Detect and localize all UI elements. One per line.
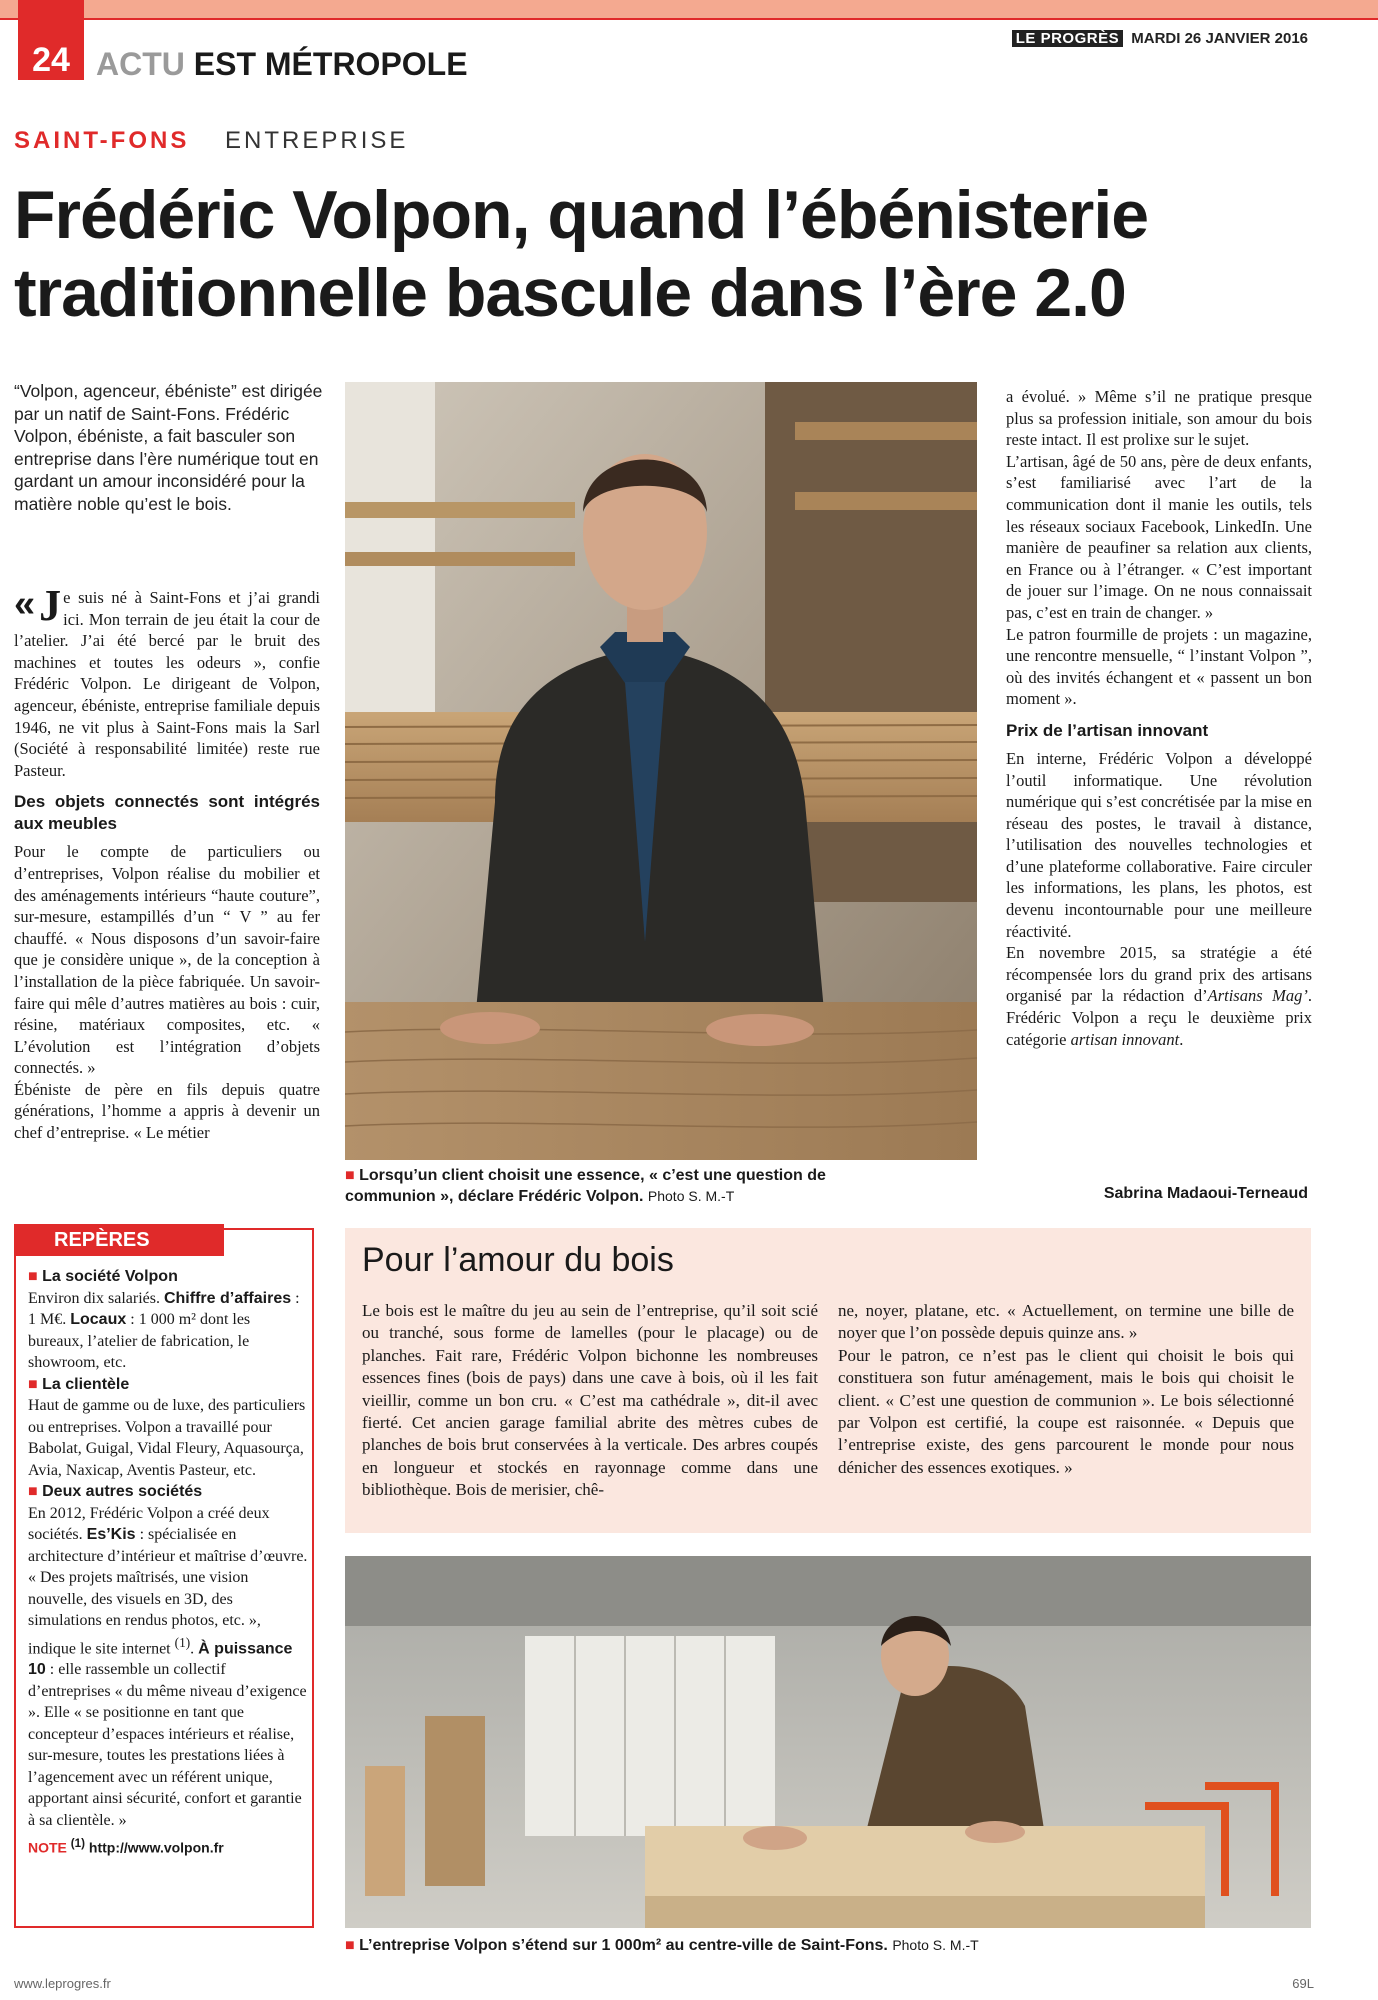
reperes-heading-text: La société Volpon: [42, 1268, 178, 1285]
caption-text: Lorsqu’un client choisit une essence, « c’est une question de communion », déclare Frédéric Volpon.: [345, 1167, 826, 1205]
section-heading-a: ACTU: [96, 46, 185, 82]
text: .: [190, 1639, 199, 1657]
reperes-heading-text: La clientèle: [42, 1375, 130, 1393]
square-bullet-icon: ■: [28, 1268, 43, 1285]
section-heading: [96, 44, 468, 84]
byline: Sabrina Madaoui-Terneaud: [1103, 1185, 1308, 1202]
reperes-heading: [28, 1266, 308, 1288]
square-bullet-icon: ■: [28, 1375, 43, 1393]
sidebar-title: Pour l’amour du bois: [362, 1241, 674, 1279]
top-band: [0, 0, 1378, 18]
footnote-ref: (1): [174, 1634, 191, 1650]
photo-workshop: [345, 1556, 1311, 1928]
reperes-content: [28, 1266, 308, 1859]
photo-caption-2: [345, 1935, 1245, 1956]
kicker-location: SAINT-FONS: [14, 127, 190, 154]
paragraph: L’artisan, âgé de 50 ans, père de deux enfants, s’est familiarisé avec l’art de la communication dont il manie les outils, tels les réseaux sociaux Facebook, LinkedIn. Une manière de peaufiner sa relation aux clients, en France ou à l’étranger. « C’est important de jouer sur l’image. On ne nous connaissait pas, c’est en train de changer. »: [1006, 451, 1312, 622]
prize-category: artisan innovant: [1070, 1029, 1180, 1049]
caption-text: L’entreprise Volpon s’étend sur 1 000m² au centre-ville de Saint-Fons.: [359, 1937, 888, 1954]
square-bullet-icon: ■: [28, 1483, 43, 1500]
paragraph-text: .: [1179, 1029, 1184, 1049]
text: : 1 000 m² dont les bureaux, l’atelier de fabrication, le showroom, etc.: [28, 1311, 251, 1371]
text: : 1 M€.: [28, 1289, 300, 1328]
note-url[interactable]: http://www.volpon.fr: [88, 1839, 224, 1856]
text: : elle rassemble un collectif d’entreprises « du même niveau d’exigence ». Elle « se positionne en tant que concepteur d’espaces intérieurs et réalise, sur-mesure, toutes les prestations liées à l’agencement avec un référent unique, apportant ainsi sécurité, confort et garantie à sa clientèle. »: [28, 1661, 307, 1829]
reperes-text: [28, 1288, 308, 1374]
photo-workshop-image: [345, 1556, 1311, 1928]
photo-caption-1: [345, 1165, 865, 1207]
subheading: Prix de l’artisan innovant: [1006, 720, 1209, 740]
page-footer: [14, 1976, 1314, 1991]
paragraph-text: . Frédéric Volpon a reçu le deuxième prix catégorie: [1006, 986, 1312, 1049]
note-label: NOTE: [28, 1839, 67, 1856]
paragraph: Ébéniste de père en fils depuis quatre générations, l’homme a appris à devenir un chef d’entreprise. « Le métier: [14, 1079, 320, 1143]
photo-portrait: [345, 382, 977, 1160]
sidebar-column-2: [838, 1300, 1294, 1479]
footer-code: 69L: [1292, 1976, 1314, 1991]
newspaper-logo: LE PROGRÈS: [1012, 30, 1123, 47]
article-column-3: [1006, 386, 1312, 1050]
lead-paragraph: “Volpon, agenceur, ébéniste” est dirigée par un natif de Saint-Fons. Frédéric Volpon, ébéniste, a fait basculer son entreprise dans l’ère numérique tout en gardant un amour inconsidéré pour la matière noble qu’est le bois.: [14, 381, 323, 514]
paragraph: Le bois est le maître du jeu au sein de l’entreprise, qu’il soit scié ou tranché, sous forme de lamelles (pour le placage) ou de planches. Fait rare, Frédéric Volpon bichonne les nombreuses essences fines (bois de pays) dans une cave à bois, où il les fait vieillir, comme un bon cru. « C’est ma cathédrale », dit-il avec fierté. Cet ancien garage familial abrite des mètres cubes de planches de bois brut conservées à la verticale. Des arbres coupés en longueur et stockés en rayonnage comme dans une bibliothèque. Bois de merisier, chê-: [362, 1301, 818, 1500]
issue-date: MARDI 26 JANVIER 2016: [1131, 30, 1308, 47]
headline: Frédéric Volpon, quand l’ébénisterie traditionnelle bascule dans l’ère 2.0: [14, 177, 1149, 331]
text-bold: Chiffre d’affaires: [163, 1289, 292, 1307]
article-column-1: [14, 581, 320, 1144]
footer-site[interactable]: www.leprogres.fr: [14, 1976, 111, 1991]
paragraph: [1006, 942, 1312, 1050]
masthead: [1012, 30, 1308, 47]
text: En 2012, Frédéric Volpon a créé deux sociétés.: [28, 1504, 270, 1543]
paragraph-text: En novembre 2015, sa stratégie a été récompensée lors du grand prix des artisans organisé par la rédaction d’: [1006, 943, 1312, 1006]
kicker-rubric: ENTREPRISE: [225, 127, 409, 154]
sidebar-column-1: [362, 1300, 818, 1502]
caption-bullet-icon: ■: [345, 1167, 355, 1184]
reperes-text: [28, 1503, 308, 1832]
opening-quote: «: [14, 583, 36, 625]
photo-portrait-image: [345, 382, 977, 1160]
paragraph-text: e suis né à Saint-Fons et j’ai grandi ici. Mon terrain de jeu était la cour de l’atelier. J’ai été bercé par le bruit des machines et toutes les odeurs », confie Frédéric Volpon. Le dirigeant de Volpon, agenceur, ébéniste, entreprise familiale depuis 1946, ne vit plus à Saint-Fons mais la Sarl (Société à responsabilité limitée) reste rue Pasteur.: [14, 588, 320, 780]
reperes-heading-text: Deux autres sociétés: [42, 1483, 203, 1500]
text-bold: Locaux: [70, 1311, 127, 1328]
paragraph: a évolué. » Même s’il ne pratique presque plus sa profession initiale, son amour du bois reste intact. Il est prolixe sur le sujet.: [1006, 387, 1312, 450]
paragraph: En interne, Frédéric Volpon a développé l’outil informatique. Une révolution numérique qui s’est concrétisée par la mise en réseau des postes, le travail à distance, l’utilisation des nouvelles technologies et d’une plateforme collaborative. Faire circuler les informations, les plans, les photos, est devenu incontournable pour une meilleure réactivité.: [1006, 748, 1312, 941]
paragraph: Pour le compte de particuliers ou d’entreprises, Volpon réalise du mobilier et des aménagements intérieurs “haute couture”, sur-mesure, estampillés d’un “ V ” au fer chauffé. « Nous disposons d’un savoir-faire que je considère unique », de la conception à l’installation de la pièce fabriquée. Un savoir-faire qui mêle d’autres matières au bois : cuir, résine, matériaux composites, etc. « L’évolution est l’intégration d’objets connectés. »: [14, 842, 320, 1078]
page-number: 24: [18, 0, 84, 80]
text-bold: À puissance 10: [28, 1639, 293, 1679]
reperes-heading: [28, 1481, 308, 1503]
text-bold: Es’Kis: [86, 1526, 136, 1543]
photo-credit: Photo S. M.-T: [892, 1937, 979, 1953]
text: : spécialisée en architecture d’intérieur et maîtrise d’œuvre. « Des projets maîtrisés, une vision nouvelle, des visuels en 3D, des simulations en rendus photos, etc. », indique le site internet: [28, 1526, 308, 1657]
paragraph: Pour le patron, ce n’est pas le client qui choisit le bois qui constituera son futur aménagement, mais le bois qui choisit le client. « C’est une question de communion ». Le bois sélectionné par Volpon est certifié, la coupe est raisonnée. « Depuis que l’entreprise existe, des gens parcourent le monde pour nous dénicher des essences exotiques. »: [838, 1345, 1294, 1477]
reperes-text: Haut de gamme ou de luxe, des particuliers ou entreprises. Volpon a travaillé pour Babolat, Guigal, Vidal Fleury, Aquasourça, Avia, Naxicap, Aventis Pasteur, etc.: [28, 1397, 306, 1479]
top-rule: [0, 18, 1378, 20]
subheading: Des objets connectés sont intégrés aux meubles: [14, 792, 320, 834]
footnote: [28, 1833, 308, 1859]
kicker: [14, 127, 408, 155]
paragraph: Le patron fourmille de projets : un magazine, une rencontre mensuelle, “ l’instant Volpon ”, où des invités échangent et « passent un bon moment ».: [1006, 624, 1312, 709]
drop-cap: J: [39, 581, 62, 630]
paragraph: ne, noyer, platane, etc. « Actuellement, on termine une bille de noyer que l’on possède depuis quinze ans. »: [838, 1301, 1294, 1343]
paragraph: [14, 581, 320, 781]
text: Environ dix salariés.: [28, 1289, 164, 1307]
reperes-heading: [28, 1374, 308, 1396]
photo-credit: Photo S. M.-T: [647, 1188, 735, 1204]
magazine-name: Artisans Mag’: [1207, 986, 1308, 1006]
reperes-tab: REPÈRES: [14, 1224, 224, 1256]
caption-bullet-icon: ■: [345, 1937, 355, 1954]
note-ref: (1): [70, 1837, 86, 1851]
section-heading-b: EST MÉTROPOLE: [193, 46, 468, 82]
